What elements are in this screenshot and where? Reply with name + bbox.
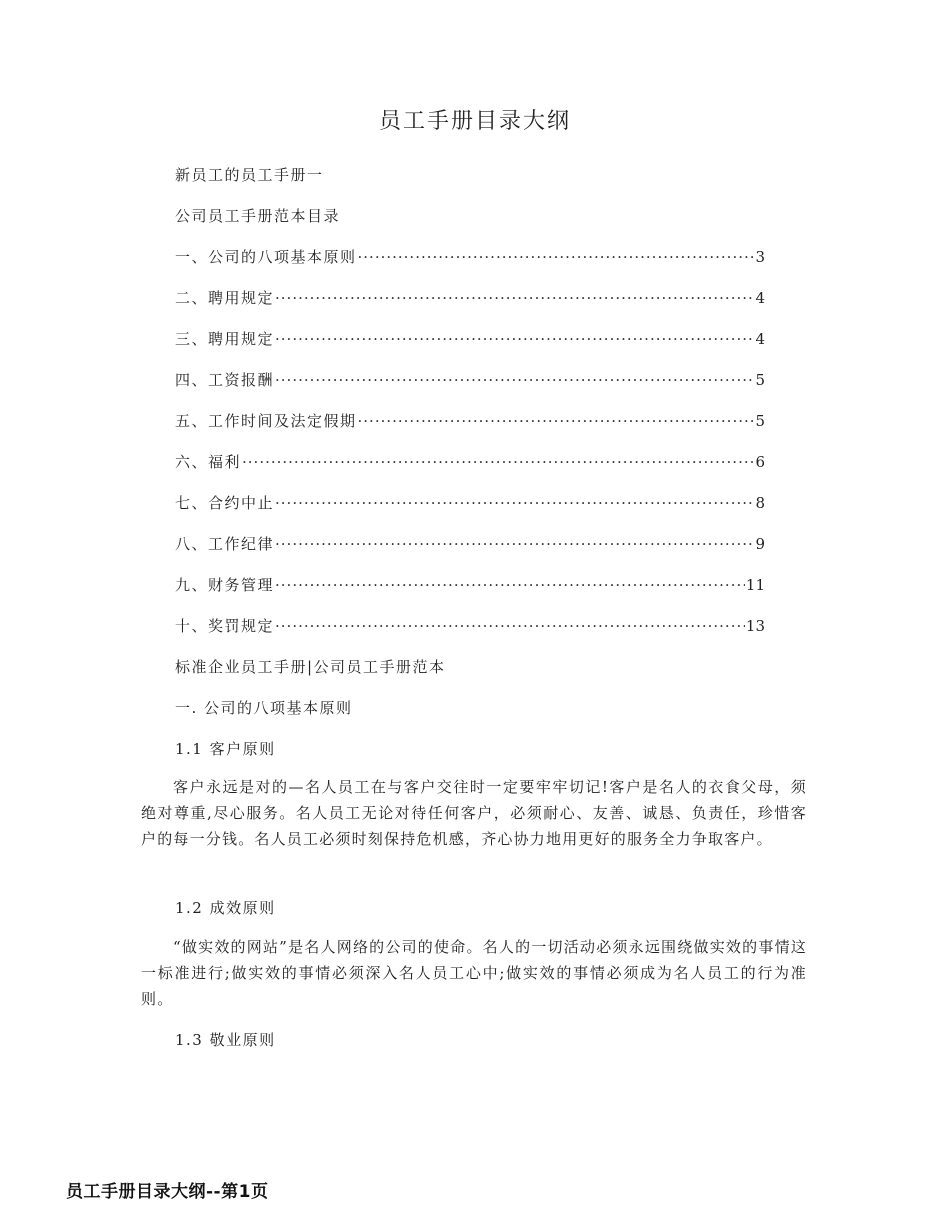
toc-leader-dots: [358, 412, 755, 430]
toc-entry-page: 11: [745, 576, 765, 594]
document-title: 员工手册目录大纲: [378, 109, 571, 134]
toc-leader-dots: [275, 494, 754, 512]
toc-entry-label: 三、聘用规定: [175, 330, 275, 348]
toc-entry-label: 四、工资报酬: [175, 371, 275, 389]
toc-heading: 公司员工手册范本目录: [175, 207, 341, 225]
toc-leader-dots: [242, 453, 754, 471]
toc-entry: [175, 574, 765, 595]
toc-entry: [175, 451, 765, 472]
toc-leader-dots: [275, 535, 754, 553]
toc-entry: [175, 615, 765, 636]
toc-entry-label: 七、合约中止: [175, 494, 275, 512]
paragraph-1-1: 客户永远是对的—名人员工在与客户交往时一定要牢牢切记!客户是名人的衣食父母，须绝对尊重,尽心服务。名人员工无论对待任何客户，必须耐心、友善、诚恳、负责任，珍惜客户的每一分钱。名人员工必须时刻保持危机感，齐心协力地用更好的服务全力争取客户。: [141, 778, 807, 848]
toc-entry-page: 5: [755, 371, 765, 389]
toc-leader-dots: [275, 371, 754, 389]
toc-leader-dots: [275, 576, 745, 594]
toc-leader-dots: [275, 330, 754, 348]
toc-entry: [175, 369, 765, 390]
toc-entry-page: 3: [755, 248, 765, 266]
toc-entry-label: 十、奖罚规定: [175, 617, 275, 635]
toc-entry-page: 8: [755, 494, 765, 512]
toc-entry-label: 五、工作时间及法定假期: [175, 412, 357, 430]
toc-entry-page: 9: [755, 535, 765, 553]
subsection-heading-1-2: 1.2 成效原则: [175, 899, 276, 917]
toc-entry: [175, 410, 765, 431]
paragraph-1-2: “做实效的网站”是名人网络的公司的使命。名人的一切活动必须永远围绕做实效的事情这一标准进行;做实效的事情必须深入名人员工心中;做实效的事情必须成为名人员工的行为准则。: [141, 938, 807, 1008]
toc-entry-page: 4: [755, 330, 765, 348]
toc-entry-label: 二、聘用规定: [175, 289, 275, 307]
toc-leader-dots: [275, 617, 745, 635]
toc-entry-label: 六、福利: [175, 453, 242, 471]
section-heading: 一. 公司的八项基本原则: [175, 699, 353, 717]
toc-entry: [175, 287, 765, 308]
document-subtitle: 标准企业员工手册|公司员工手册范本: [175, 658, 446, 676]
toc-entry-page: 13: [745, 617, 765, 635]
toc-entry: [175, 246, 765, 267]
toc-entry-label: 一、公司的八项基本原则: [175, 248, 357, 266]
toc-entry-page: 5: [755, 412, 765, 430]
toc-entry: [175, 328, 765, 349]
page-footer: 员工手册目录大纲--第1页: [66, 1182, 269, 1202]
subsection-heading-1-3: 1.3 敬业原则: [175, 1031, 276, 1049]
toc-entry-label: 八、工作纪律: [175, 535, 275, 553]
toc-entry-page: 4: [755, 289, 765, 307]
intro-line: 新员工的员工手册一: [175, 166, 324, 184]
toc-leader-dots: [358, 248, 755, 266]
toc-entry: [175, 533, 765, 554]
toc-entry-label: 九、财务管理: [175, 576, 275, 594]
toc-leader-dots: [275, 289, 754, 307]
subsection-heading-1-1: 1.1 客户原则: [175, 740, 276, 758]
toc-entry: [175, 492, 765, 513]
toc-entry-page: 6: [755, 453, 765, 471]
